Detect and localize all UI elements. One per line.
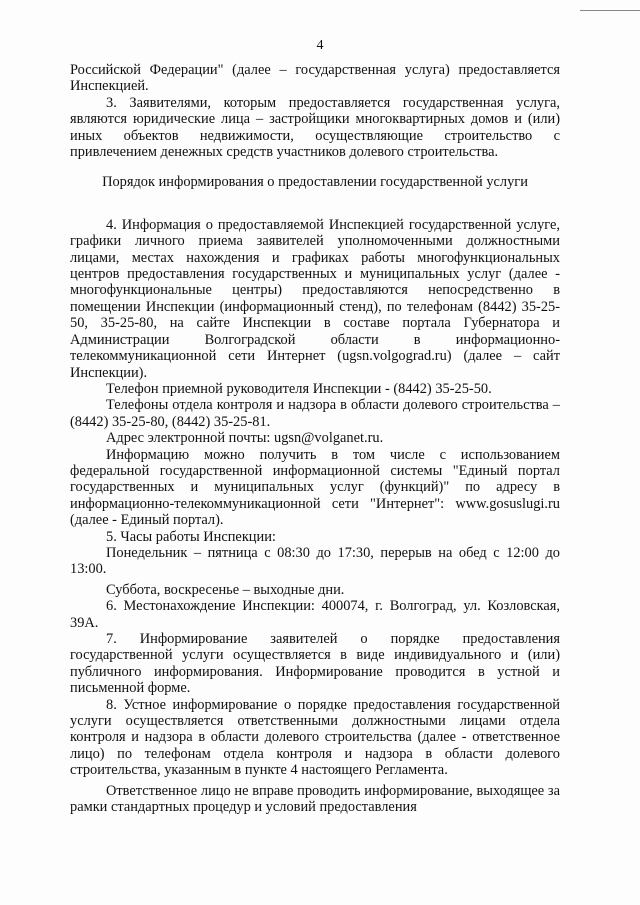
document-body xyxy=(70,62,560,815)
paragraph-4: 4. Информация о предоставляемой Инспекцией государственной услуге, графики личного приема заявителей уполномоченными должностными лицами, местах нахождения и графиках работы многофункциональных центров предоставления государственных и муниципальных услуг (далее - многофункциональные центры) предоставляются непосредственно в помещении Инспекции (информационный стенд), по телефонам (8442) 35-25-50, 35-25-80, на сайте Инспекции в составе портала Губернатора и Администрации Волгоградской области в информационно-телекоммуникационной сети Интернет (ugsn.volgograd.ru) (далее – сайт Инспекции). xyxy=(70,216,560,381)
weekday-hours: Понедельник – пятница с 08:30 до 17:30, перерыв на обед с 12:00 до 13:00. xyxy=(70,544,560,578)
scan-edge-line xyxy=(580,10,640,11)
intro-continuation: Российской Федерации" (далее – государственная услуга) предоставляется Инспекцией. xyxy=(70,62,560,95)
reception-phone: Телефон приемной руководителя Инспекции - (8442) 35-25-50. xyxy=(106,380,492,397)
weekend-hours: Суббота, воскресенье – выходные дни. xyxy=(106,581,345,598)
portal-info: Информацию можно получить в том числе с использованием федеральной государственной информационной системы "Единый портал государственных и муниципальных услуг (функций)" по адресу в информационно-телекоммуникационной сети "Интернет": www.gosuslugi.ru (далее - Единый портал). xyxy=(70,446,560,529)
section-heading: Порядок информирования о предоставлении государственной услуги xyxy=(102,174,528,191)
responsible-person-paragraph: Ответственное лицо не вправе проводить информирование, выходящее за рамки стандартных процедур и условий предоставления xyxy=(70,782,560,816)
page-number: 4 xyxy=(316,38,324,53)
department-phones: Телефоны отдела контроля и надзора в области долевого строительства – (8442) 35-25-80, (8442) 35-25-81. xyxy=(70,397,560,430)
paragraph-5: 5. Часы работы Инспекции: xyxy=(106,528,276,545)
paragraph-3: 3. Заявителями, которым предоставляется государственная услуга, являются юридические лица – застройщики многоквартирных домов и (или) иных объектов недвижимости, осуществляющие строительство с привлечением денежных средств участников долевого строительства. xyxy=(70,94,560,161)
paragraph-6: 6. Местонахождение Инспекции: 400074, г. Волгоград, ул. Козловская, 39А. xyxy=(70,598,560,631)
paragraph-8: 8. Устное информирование о порядке предоставления государственной услуги осуществляется ответственными должностными лицами отдела контроля и надзора в области долевого строительства (далее - ответственное лицо) по телефонам отдела контроля и надзора в области долевого строительства, указанным в пункте 4 настоящего Регламента. xyxy=(70,696,560,779)
paragraph-7: 7. Информирование заявителей о порядке предоставления государственной услуги осуществляется в виде индивидуального и (или) публичного информирования. Информирование проводится в устной и письменной форме. xyxy=(70,631,560,697)
email-address: Адрес электронной почты: ugsn@volganet.ru. xyxy=(106,430,384,447)
